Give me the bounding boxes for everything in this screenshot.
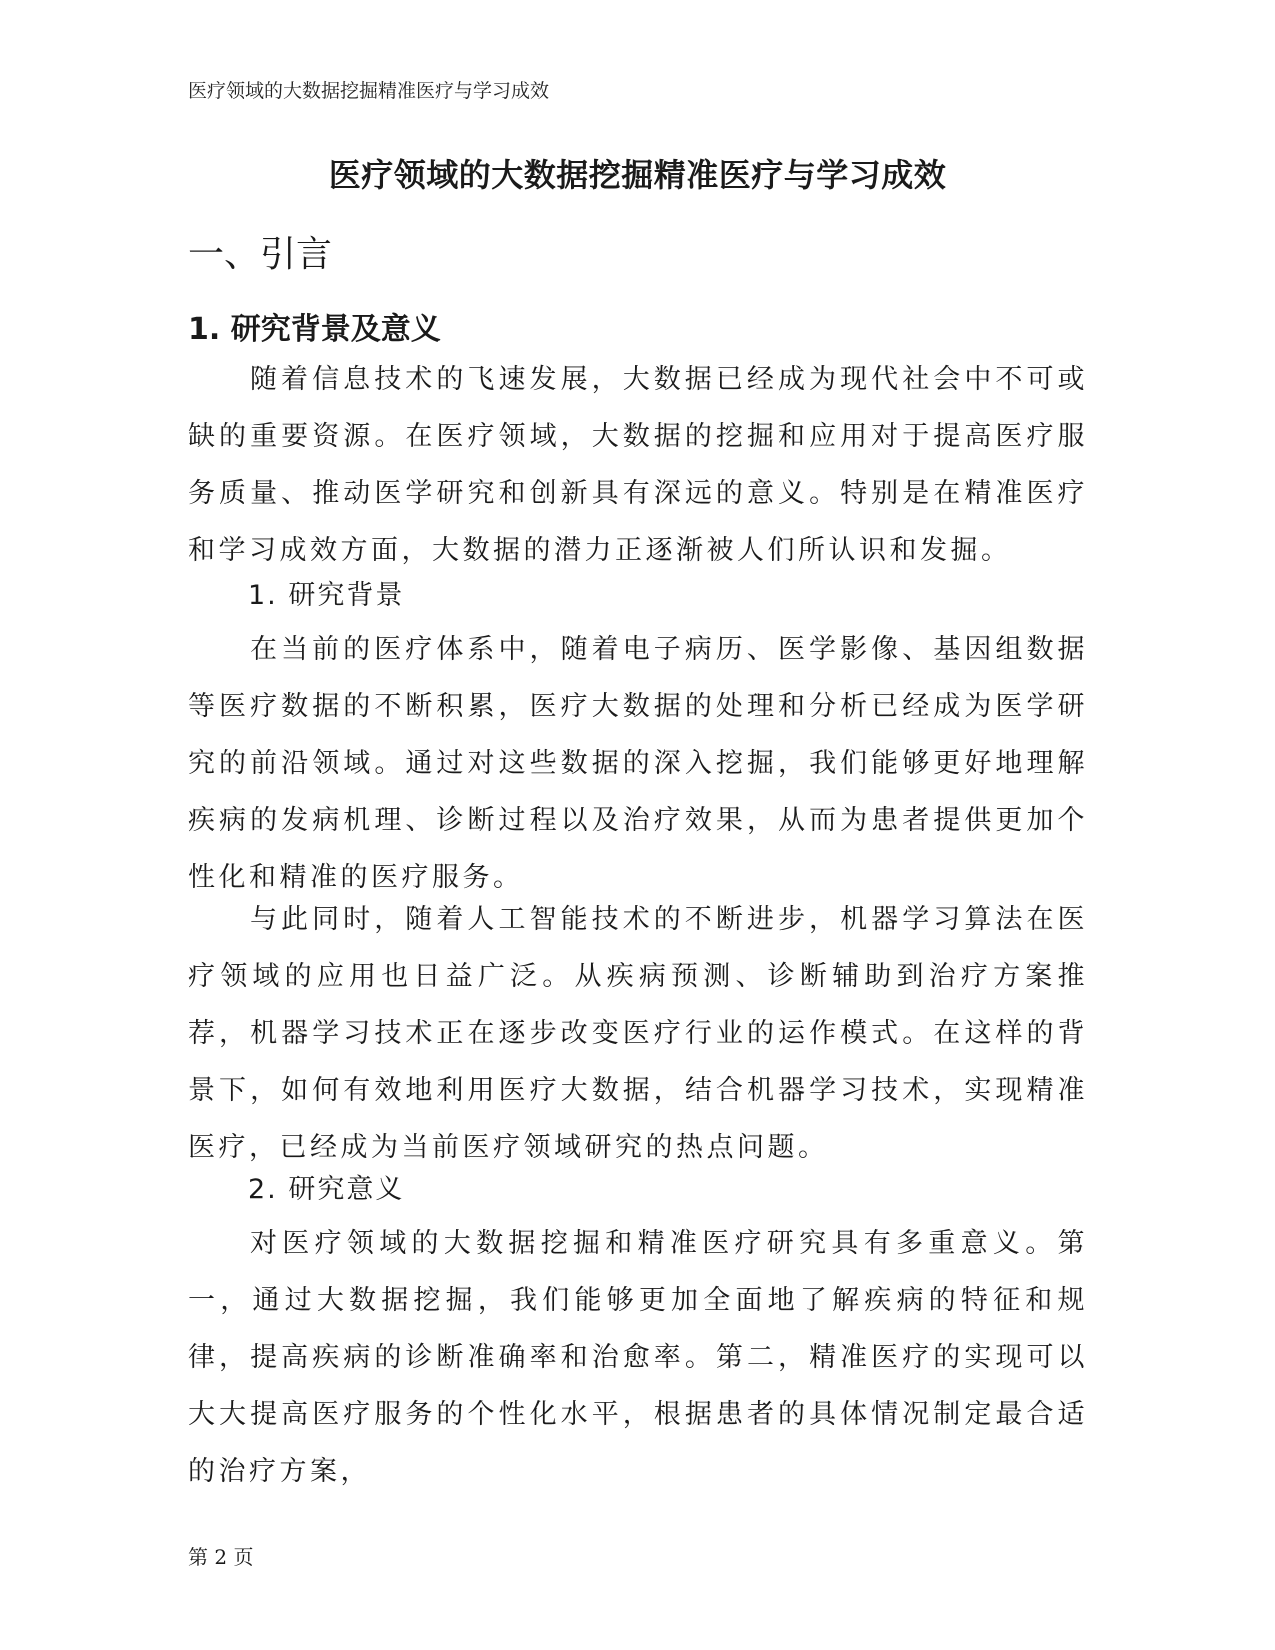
background-paragraph-1: 在当前的医疗体系中，随着电子病历、医学影像、基因组数据等医疗数据的不断积累，医疗大数据的处理和分析已经成为医学研究的前沿领域。通过对这些数据的深入挖掘，我们能够更好地理解疾病的发病机理、诊断过程以及治疗效果，从而为患者提供更加个性化和精准的医疗服务。 [188,634,1088,893]
running-header: 医疗领域的大数据挖掘精准医疗与学习成效 [188,80,550,102]
document-title: 医疗领域的大数据挖掘精准医疗与学习成效 [328,156,947,194]
subsection-heading: 1. 研究背景及意义 [188,312,441,347]
background-paragraph-2: 与此同时，随着人工智能技术的不断进步，机器学习算法在医疗领域的应用也日益广泛。从疾病预测、诊断辅助到治疗方案推荐，机器学习技术正在逐步改变医疗行业的运作模式。在这样的背景下，如何有效地利用医疗大数据，结合机器学习技术，实现精准医疗，已经成为当前医疗领域研究的热点问题。 [188,904,1088,1163]
sub-heading-significance: 2. 研究意义 [248,1174,405,1205]
intro-paragraph: 随着信息技术的飞速发展，大数据已经成为现代社会中不可或缺的重要资源。在医疗领域，大数据的挖掘和应用对于提高医疗服务质量、推动医学研究和创新具有深远的意义。特别是在精准医疗和学习成效方面，大数据的潜力正逐渐被人们所认识和发掘。 [188,364,1088,566]
significance-paragraph: 对医疗领域的大数据挖掘和精准医疗研究具有多重意义。第一，通过大数据挖掘，我们能够更加全面地了解疾病的特征和规律，提高疾病的诊断准确率和治愈率。第二，精准医疗的实现可以大大提高医疗服务的个性化水平，根据患者的具体情况制定最合适的治疗方案， [188,1228,1088,1487]
section-heading: 一、引言 [188,234,333,275]
sub-heading-background: 1. 研究背景 [248,580,405,611]
page-number: 第 2 页 [188,1545,254,1569]
